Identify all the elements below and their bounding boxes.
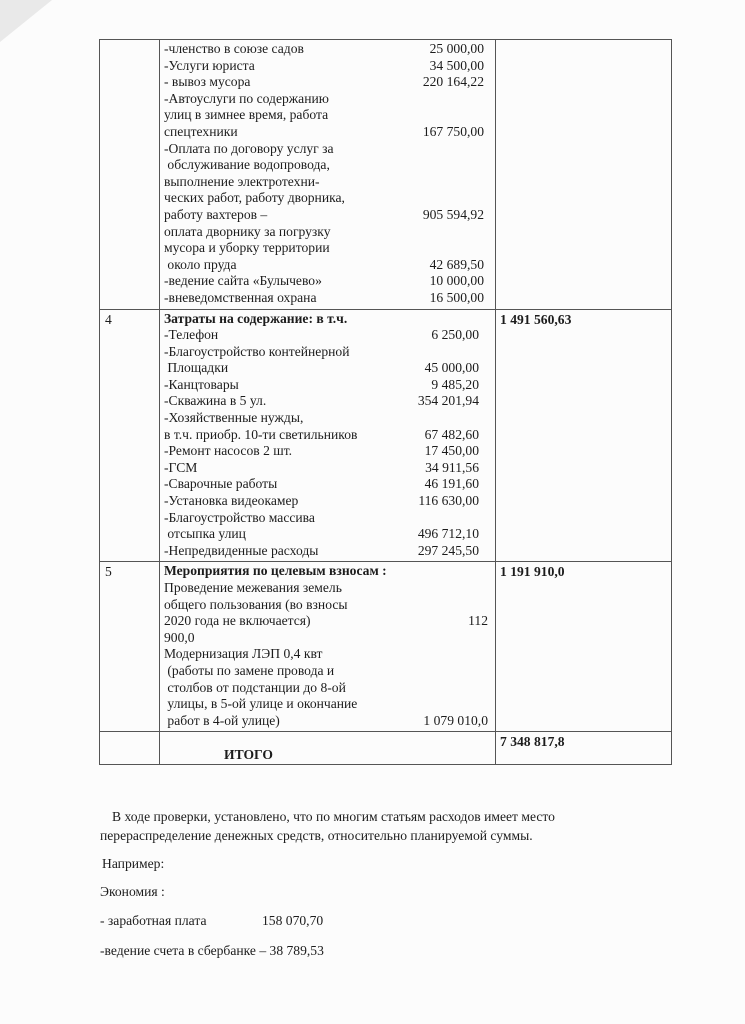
- expense-line-amount: [484, 141, 491, 158]
- expense-line-amount: 116 630,00: [418, 493, 479, 509]
- expense-line-label: -вневедомственная охрана: [164, 289, 317, 305]
- expense-line-label: -Непредвиденные расходы: [164, 542, 319, 558]
- expense-line: [164, 646, 491, 663]
- expense-line-label: обслуживание водопровода,: [164, 157, 330, 173]
- expense-line-amount: 34 911,56: [425, 459, 479, 475]
- expense-line-amount: [479, 410, 491, 427]
- grand-total-amount: 7 348 817,8: [500, 734, 565, 750]
- expense-lines: [164, 580, 491, 729]
- expense-line-label: -ГСМ: [164, 459, 198, 475]
- economy-label: Экономия :: [100, 884, 165, 899]
- expense-line: [164, 224, 491, 241]
- expense-line-label: -Хозяйственные нужды,: [164, 410, 304, 426]
- expense-line: [164, 663, 491, 680]
- row-number: 4: [105, 311, 112, 327]
- expense-line: [164, 613, 491, 630]
- expense-line-label: спецтехники: [164, 123, 238, 139]
- expense-line-amount: 16 500,00: [429, 289, 484, 305]
- expense-line-label: -Ремонт насосов 2 шт.: [164, 443, 293, 459]
- row-number-cell: [100, 732, 160, 765]
- expense-line-label: -Благоустройство контейнерной: [164, 343, 350, 359]
- expense-line-amount: [488, 646, 491, 663]
- expense-line-label: Проведение межевания земель: [164, 580, 342, 595]
- expense-line: [164, 58, 491, 75]
- expense-line: [164, 680, 491, 697]
- expense-line-amount: [488, 630, 491, 647]
- row-number-cell: [100, 309, 160, 562]
- salary-label: - заработная плата: [100, 913, 207, 928]
- expense-line-amount: [488, 597, 491, 614]
- expense-table: [99, 39, 672, 765]
- expense-lines: [164, 327, 491, 559]
- example-label: Например:: [102, 856, 165, 871]
- expense-line-amount: 905 594,92: [422, 206, 484, 222]
- expense-line-amount: [484, 91, 491, 108]
- expense-line: [164, 207, 491, 224]
- expense-line-amount: 42 689,50: [429, 256, 484, 272]
- row-content-cell: [160, 562, 496, 732]
- expense-line-amount: 17 450,00: [424, 443, 479, 459]
- expense-line: [164, 190, 491, 207]
- expense-line-label: 900,0: [164, 629, 195, 645]
- expense-line: [164, 240, 491, 257]
- expense-line-label: -Телефон: [164, 327, 219, 343]
- expense-line: [164, 290, 491, 307]
- expense-line-amount: [484, 157, 491, 174]
- expense-line-amount: [479, 344, 491, 361]
- expense-line: [164, 510, 491, 527]
- table-row-targeted: [100, 562, 672, 732]
- row-total-cell: [496, 40, 672, 310]
- expense-line-amount: 297 245,50: [417, 542, 479, 558]
- expense-line: [164, 124, 491, 141]
- expense-line-amount: [484, 174, 491, 191]
- expense-line-label: -Скважина в 5 ул.: [164, 393, 267, 409]
- expense-line-amount: [484, 224, 491, 241]
- expense-line: [164, 377, 491, 394]
- expense-line-amount: [488, 580, 491, 597]
- expense-line: [164, 174, 491, 191]
- expense-lines: [160, 40, 495, 309]
- row-content-cell: [160, 732, 496, 765]
- expense-line: [164, 360, 491, 377]
- expense-line-label: 2020 года не включается): [164, 613, 311, 629]
- row-total-cell: [496, 309, 672, 562]
- expense-line-amount: 354 201,94: [417, 393, 479, 409]
- expense-line-amount: 67 482,60: [424, 426, 479, 442]
- expense-line-amount: [479, 510, 491, 527]
- row-content-cell: [160, 40, 496, 310]
- expense-line-label: выполнение электротехни-: [164, 173, 320, 189]
- bank-account-line: -ведение счета в сбербанке – 38 789,53: [100, 943, 324, 958]
- paragraph-line-2: перераспределение денежных средств, относительно планируемой суммы.: [100, 828, 533, 843]
- expense-line-amount: [484, 190, 491, 207]
- expense-line: [164, 580, 491, 597]
- expense-line-amount: 10 000,00: [429, 273, 484, 289]
- expense-line-label: около пруда: [164, 256, 237, 272]
- expense-line-label: в т.ч. приобр. 10-ти светильников: [164, 426, 358, 442]
- expense-line: [164, 460, 491, 477]
- expense-line: [164, 713, 491, 730]
- row-number-cell: [100, 40, 160, 310]
- expense-line-label: -Установка видеокамер: [164, 493, 299, 509]
- expense-line-amount: 6 250,00: [431, 327, 479, 343]
- expense-line: [164, 41, 491, 58]
- expense-line: [164, 74, 491, 91]
- expense-line: [164, 427, 491, 444]
- expense-line: [164, 344, 491, 361]
- grand-total-label: ИТОГО: [224, 747, 273, 763]
- expense-line: [164, 327, 491, 344]
- expense-line-amount: [488, 696, 491, 713]
- expense-line-amount: 496 712,10: [417, 526, 479, 542]
- expense-line: [164, 476, 491, 493]
- expense-line-amount: [484, 107, 491, 124]
- expense-line: [164, 393, 491, 410]
- expense-line-label: улицы, в 5-ой улице и окончание: [164, 696, 358, 712]
- expense-line-amount: 112: [468, 613, 488, 629]
- expense-line-label: столбов от подстанции до 8-ой: [164, 679, 346, 695]
- expense-line-amount: 167 750,00: [422, 123, 484, 139]
- expense-line-label: -членство в союзе садов: [164, 41, 304, 56]
- expense-line-amount: 25 000,00: [429, 41, 484, 56]
- expense-line-amount: 9 485,20: [431, 376, 479, 392]
- expense-line: [164, 526, 491, 543]
- row-total-cell: [496, 732, 672, 765]
- salary-amount: 158 070,70: [262, 913, 324, 928]
- expense-line: [164, 91, 491, 108]
- table-row-maintenance: [100, 309, 672, 562]
- expense-line-amount: 34 500,00: [429, 57, 484, 73]
- page-corner-fold: [0, 0, 52, 42]
- expense-line-label: ческих работ, работу дворника,: [164, 190, 345, 206]
- table-row-grand-total: [100, 732, 672, 765]
- expense-line-label: (работы по замене провода и: [164, 662, 335, 678]
- expense-line-amount: 220 164,22: [422, 74, 484, 90]
- expense-line: [164, 443, 491, 460]
- expense-line-label: Площадки: [164, 360, 229, 376]
- expense-line: [164, 273, 491, 290]
- row-total: 1 491 560,63: [500, 311, 572, 327]
- expense-line-label: - вывоз мусора: [164, 74, 251, 90]
- expense-line-label: -ведение сайта «Булычево»: [164, 273, 322, 289]
- expense-line-label: Модернизация ЛЭП 0,4 квт: [164, 646, 323, 662]
- expense-line-label: отсыпка улиц: [164, 526, 246, 542]
- expense-line-label: оплата дворнику за погрузку: [164, 223, 331, 239]
- row-heading: Мероприятия по целевым взносам :: [164, 563, 387, 579]
- expense-line-amount: [484, 240, 491, 257]
- row-total-cell: [496, 562, 672, 732]
- expense-line-label: -Услуги юриста: [164, 57, 255, 73]
- expense-line: [164, 107, 491, 124]
- expense-line-label: -Благоустройство массива: [164, 509, 315, 525]
- row-heading: Затраты на содержание: в т.ч.: [164, 310, 348, 326]
- expense-line-amount: 1 079 010,0: [423, 712, 488, 728]
- expense-line-label: -Канцтовары: [164, 376, 239, 392]
- expense-line-label: работ в 4-ой улице): [164, 712, 280, 728]
- expense-line-label: общего пользования (во взносы: [164, 596, 348, 612]
- expense-line: [164, 696, 491, 713]
- expense-line-label: работу вахтеров –: [164, 206, 268, 222]
- expense-line-label: мусора и уборку территории: [164, 240, 330, 256]
- expense-line-amount: [488, 663, 491, 680]
- expense-line: [164, 410, 491, 427]
- expense-line-amount: 46 191,60: [424, 476, 479, 492]
- expense-line-amount: [488, 680, 491, 697]
- expense-line: [164, 493, 491, 510]
- expense-line-label: -Автоуслуги по содержанию: [164, 90, 329, 106]
- row-content-cell: [160, 309, 496, 562]
- table-row-services: [100, 40, 672, 310]
- expense-line-amount: 45 000,00: [424, 360, 479, 376]
- row-number: 5: [105, 564, 112, 580]
- row-number-cell: [100, 562, 160, 732]
- expense-line: [164, 543, 491, 560]
- expense-line: [164, 257, 491, 274]
- expense-line: [164, 630, 491, 647]
- expense-line-label: -Сварочные работы: [164, 476, 278, 492]
- expense-line: [164, 597, 491, 614]
- expense-line: [164, 157, 491, 174]
- expense-line-label: улиц в зимнее время, работа: [164, 107, 329, 123]
- row-total: 1 191 910,0: [500, 564, 565, 580]
- expense-line-label: -Оплата по договору услуг за: [164, 140, 334, 156]
- expense-line: [164, 141, 491, 158]
- paragraph-line-1: В ходе проверки, установлено, что по многим статьям расходов имеет место: [112, 809, 555, 824]
